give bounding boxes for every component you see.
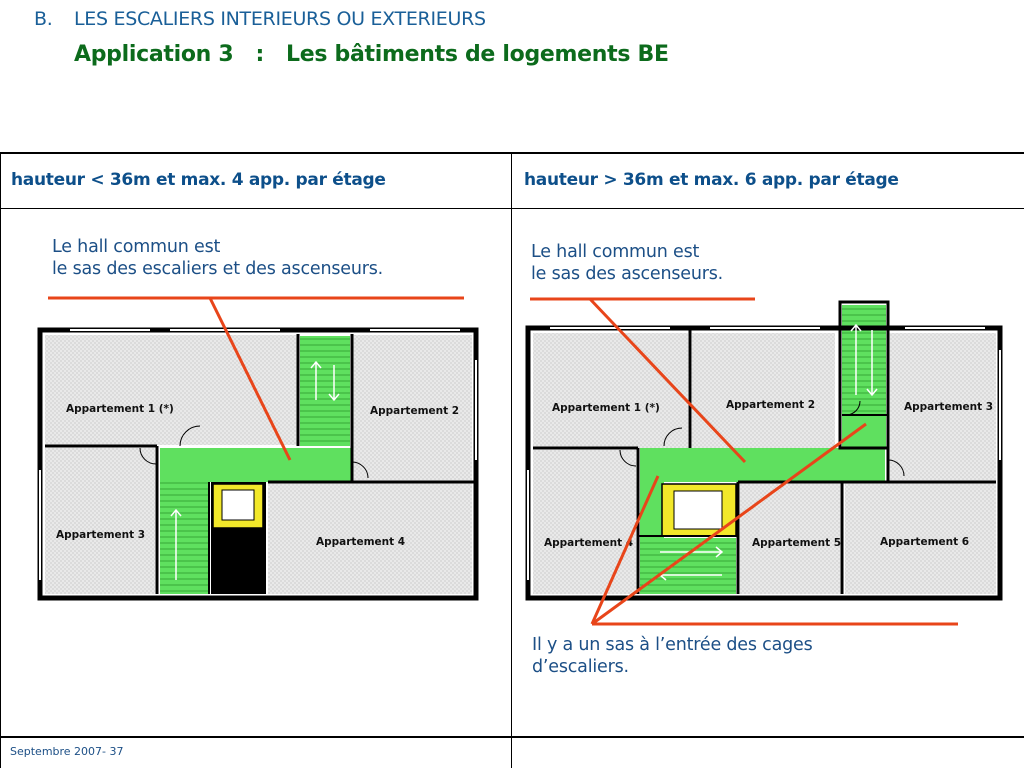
left-column-heading: hauteur < 36m et max. 4 app. par étage	[11, 170, 386, 190]
section-letter: B.	[34, 8, 53, 30]
right-stair-note-line1: Il y a un sas à l’entrée des cages	[532, 635, 813, 655]
right-label-apt2: Appartement 2	[726, 399, 816, 411]
right-label-apt1: Appartement 1 (*)	[552, 402, 660, 414]
right-common-hall	[640, 448, 885, 482]
left-apt3-area	[45, 448, 155, 594]
left-floor-plan	[40, 330, 476, 598]
left-common-hall	[160, 448, 352, 482]
right-hall-note-line1: Le hall commun est	[531, 242, 700, 262]
left-label-apt2: Appartement 2	[370, 405, 460, 417]
right-stair-top-sas	[842, 415, 886, 448]
right-label-apt6: Appartement 6	[880, 536, 970, 548]
right-column-heading: hauteur > 36m et max. 6 app. par étage	[524, 170, 899, 190]
left-stair-bottom	[160, 482, 208, 594]
left-hall-note-line2: le sas des escaliers et des ascenseurs.	[52, 259, 383, 279]
right-label-apt3: Appartement 3	[904, 401, 994, 413]
right-label-apt5: Appartement 5	[752, 537, 842, 549]
left-stair-top	[300, 336, 350, 446]
footer-date-page: Septembre 2007- 37	[10, 745, 124, 758]
page-subtitle: Application 3 : Les bâtiments de logements BE	[74, 42, 669, 67]
section-title: LES ESCALIERS INTERIEURS OU EXTERIEURS	[74, 8, 486, 30]
right-floor-plan	[528, 302, 1000, 598]
left-label-apt3: Appartement 3	[56, 529, 146, 541]
left-hall-note-line1: Le hall commun est	[52, 237, 221, 257]
right-stair-top	[842, 305, 886, 415]
left-label-apt4: Appartement 4	[316, 536, 406, 548]
left-apt1-area	[45, 335, 297, 445]
right-label-apt4: Appartement 4	[544, 537, 634, 549]
right-hall-note-line2: le sas des ascenseurs.	[531, 264, 724, 284]
right-stair-note-line2: d’escaliers.	[532, 657, 629, 677]
left-label-apt1: Appartement 1 (*)	[66, 403, 174, 415]
right-stair-bottom	[640, 538, 736, 594]
